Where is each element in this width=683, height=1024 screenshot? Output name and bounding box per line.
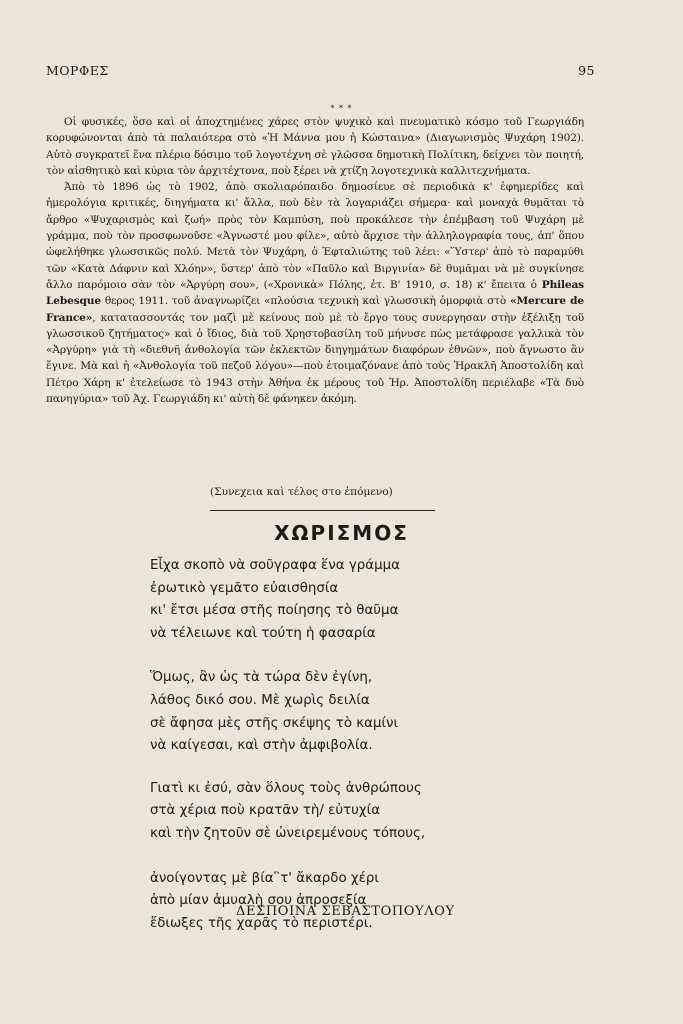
continued-note: (Συνεχεια καὶ τέλος στο ἐπόμενο) — [210, 486, 393, 498]
verse-line: λάθος δικό σου. Μὲ χωρὶς δειλία — [150, 692, 370, 708]
verse-line: ἔδιωξες τῆς χαρᾶς τὸ περιστέρι. — [150, 915, 373, 931]
poem-title: ΧΩΡΙΣΜΟΣ — [274, 521, 409, 545]
page-number: 95 — [578, 63, 595, 78]
verse-line: Εἶχα σκοπὸ νὰ σοῦγραφα ἕνα γράμμα — [150, 558, 400, 573]
name-phileas-lebesque: Phileas Lebesque — [46, 278, 584, 308]
journal-title: ΜΟΡΦΕΣ — [46, 63, 109, 78]
verse-line: καὶ τὴν ζητοῦν σὲ ὠνειρεμένους τόπους, — [150, 825, 426, 841]
paragraph-1: Οἱ φυσικές, ὅσο καὶ οἱ ἀποχτημένες χάρες στὸν ψυχικὸ καὶ πνευματικὸ κόσμο τοῦ Γεωργιάδη κορυφώνονται ἀπὸ τὰ παλαιότερα στὸ «Ἡ Μάννα μου ἡ Κώσταινα» (Διαγωνισμὸς Ψυχάρη 1902). Αὐτὸ συγκρατεῖ ἕνα πλέριο δόσιμο τοῦ λογοτέχνη σὲ γλῶσσα δημοτικὴ Πολίτικη, δείχνει τὸν ποιητή, τὸν αἰσθητικὸ καὶ κύρια τὸν ἀρχιτέχτονα, ποὺ ξέρει νὰ χτίζη λογοτεχνικὰ καλλιτεχνήματα. — [46, 116, 584, 177]
verse-line: σὲ ἄφησα μὲς στῆς σκέψης τὸ καμίνι — [150, 715, 399, 731]
stanza-3 — [150, 778, 570, 846]
verse-line: ἀνοίγοντας μὲ βία῝τ' ἄκαρδο χέρι — [150, 870, 379, 886]
page-header — [46, 63, 595, 81]
verse-line: νὰ τέλειωνε καὶ τούτη ἡ φασαρία — [150, 625, 376, 641]
verse-line: κι' ἔτσι μέσα στῆς ποίησης τὸ θαῦμα — [150, 603, 399, 619]
verse-line: Ὅμως, ἂν ὡς τὰ τώρα δὲν ἐγίνη, — [150, 670, 373, 686]
horizontal-rule — [210, 510, 435, 511]
verse-line: Γιατὶ κι ἐσύ, σὰν ὅλους τοὺς ἀνθρώπους — [150, 780, 422, 796]
verse-line: νὰ καίγεσαι, καὶ στὴν ἀμφιβολία. — [150, 738, 373, 754]
paragraph-2-text-c: , κατατασσοντάς τον μαζὶ μὲ κείνους ποὺ μὲ τὸ ἔργο τους συνεργησαν στὴν ἐξέλιξη τοῦ γλωσσικοῦ ζητήματος» καὶ ὁ ἴδιος, διὰ τοῦ Χρηστοβασίλη τοῦ μήνυσε πὼς μετάφρασε γαλλικὰ τὸν «Ἀργύρη» γιὰ τὴ «διεθνῆ ἀνθολογία τῶν ἐκλεκτῶν διηγημάτων διαφόρων ἐθνῶν», ποὺ ἄγνωστο ἂν ἔγινε. Μὰ καὶ ἡ «Ἀνθολογία τοῦ πεζοῦ λόγου»—ποὺ ἑτοιμαζόνανε ἀπὸ τοὺς Ἡρακλῆ Ἀποστολίδη καὶ Πέτρο Χάρη κ' ἐτελείωσε τὸ 1943 στὴν Ἀθήνα ἐκ μέρους τοῦ Ἡρ. Ἀποστολίδη περιέλαβε «Τὰ δυὸ πανηγύρια» τοῦ Ἀχ. Γεωργιάδη κι' αὐτὴ δὲ φάνηκεν ἀκόμη. — [46, 311, 584, 406]
article-text — [46, 114, 584, 407]
paragraph-2-text-a: Ἀπὸ τὸ 1896 ὡς τὸ 1902, ἀπὸ σκολιαρόπαιδο δημοσίευε σὲ περιοδικὰ κ' ἐφημερίδες καὶ ἡμερολόγια κριτικές, διηγήματα κι' ἄλλα, ποὺ δὲν τὰ λογαριάζει σήμερα· καὶ μοναχὰ θυμᾶται τὸ ἄρθρο «Ψυχαρισμὸς καὶ ζωή» πρὸς τὸν Καμπύση, ποὺ προκάλεσε τὴν ἐπέμβαση τοῦ Ψυχάρη μὲ γράμμα, ποὺ τὸν προσφωνοῦσε «Ἀγνωστέ μου φίλε», αὐτὸ ἄρχισε τὴν ἀλληλογραφία τους, ἀπ' ὅπου ὠφελήθηκε γλωσσικῶς πολύ. Μετὰ τὸν Ψυχάρη, ὁ Ἐφταλιώτης τοῦ λέει: «Ὕστερ' ἀπὸ τὸ παραμύθι τῶν «Κατὰ Δάφνιν καὶ Χλόην», ὕστερ' ἀπὸ τὸν «Παῦλο καὶ Βιργινία» δὲ θυμᾶμαι νὰ μὲ συγκίνησε ἄλλο παρόμοιο σὰν τὸν «Ἀργύρη σου», («Χρονικὰ» Πόλης, ἐτ. Β' 1910, σ. 18) κ' ἔπειτα ὁ — [46, 181, 584, 291]
poem-author: ΔΕΣΠΟΙΝΑ ΣΕΒΑΣΤΟΠΟΥΛΟΥ — [236, 904, 455, 919]
verse-line: ἀπὸ μίαν ἀμυαλὴ σου ἀπροσεξία — [150, 893, 367, 909]
stanza-1 — [150, 555, 570, 645]
verse-line: στὰ χέρια ποὺ κρατᾶν τὴ/ εὐτυχία — [150, 803, 381, 819]
paragraph-2-text-b: θερος 1911. τοῦ ἀναγνωρίζει «πλούσια τεχνικὴ καὶ γλωσσικὴ ὁμορφιὰ στὸ — [104, 295, 507, 308]
poem-body — [150, 555, 570, 957]
name-mercure-de-france: «Mercure de France» — [46, 295, 584, 324]
stanza-4 — [150, 868, 570, 936]
section-separator: * * * — [330, 104, 353, 113]
paragraph-2 — [46, 179, 584, 407]
stanza-2 — [150, 667, 570, 757]
verse-line: ἐρωτικὸ γεμᾶτο εὐαισθησία — [150, 580, 339, 596]
